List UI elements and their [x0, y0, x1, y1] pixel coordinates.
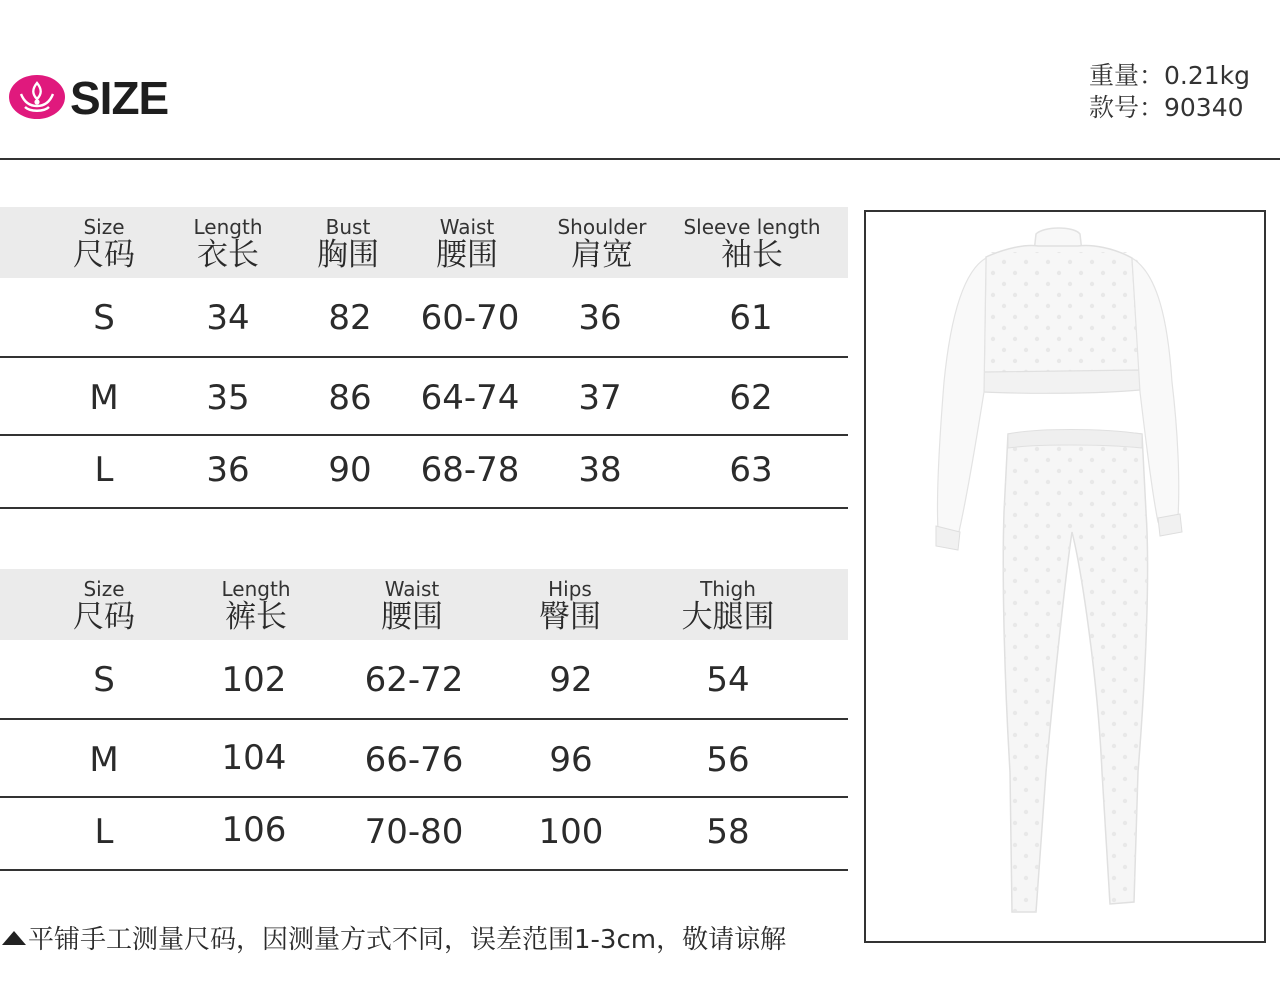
column-header-size: Size 尺码 — [73, 215, 135, 273]
top-size-table — [0, 207, 848, 509]
table-cell: 106 — [221, 810, 287, 850]
table-cell: 56 — [706, 740, 750, 780]
triangle-up-icon — [2, 931, 26, 945]
table-header — [0, 569, 848, 640]
table-cell: 35 — [206, 378, 250, 418]
column-header-hips: Hips 臀围 — [539, 577, 601, 635]
table-cell: 58 — [706, 812, 750, 852]
table-cell: S — [93, 660, 115, 700]
style-number-label: 款号：90340 — [1089, 93, 1244, 122]
table-row — [0, 278, 848, 358]
table-cell: 36 — [206, 450, 250, 490]
page-title: SIZE — [70, 72, 169, 124]
column-header-bust: Bust 胸围 — [317, 215, 379, 273]
table-cell: 68-78 — [420, 450, 520, 490]
column-header-waist: Waist 腰围 — [436, 215, 498, 273]
bottom-size-table — [0, 569, 848, 871]
table-row — [0, 640, 848, 720]
note-text: 平铺手工测量尺码，因测量方式不同，误差范围1-3cm，敬请谅解 — [28, 925, 787, 955]
table-cell: 37 — [578, 378, 622, 418]
table-cell: 100 — [538, 812, 604, 852]
table-cell: 82 — [328, 298, 372, 338]
table-cell: 90 — [328, 450, 372, 490]
weight-label: 重量：0.21kg — [1089, 61, 1251, 90]
table-cell: 62 — [729, 378, 773, 418]
column-header-size: Size 尺码 — [73, 577, 135, 635]
table-row — [0, 720, 848, 798]
column-header-length: Length 裤长 — [221, 577, 291, 635]
table-cell: L — [94, 450, 114, 490]
column-header-length: Length 衣长 — [193, 215, 263, 273]
table-cell: 60-70 — [420, 298, 520, 338]
table-cell: 104 — [221, 738, 287, 778]
table-cell: 96 — [549, 740, 593, 780]
table-cell: S — [93, 298, 115, 338]
table-cell: L — [94, 812, 114, 852]
product-meta — [1089, 60, 1250, 124]
pants-shape — [1003, 430, 1147, 913]
table-cell: 92 — [549, 660, 593, 700]
column-header-shoulder: Shoulder 肩宽 — [557, 215, 647, 273]
brand-logo-icon — [8, 74, 66, 120]
table-cell: 66-76 — [364, 740, 464, 780]
table-cell: 70-80 — [364, 812, 464, 852]
product-photo — [864, 210, 1266, 943]
table-cell: 86 — [328, 378, 372, 418]
measurement-note — [2, 922, 786, 958]
table-cell: 38 — [578, 450, 622, 490]
table-cell: M — [89, 378, 119, 418]
table-row — [0, 436, 848, 509]
header-divider — [0, 158, 1280, 160]
table-header — [0, 207, 848, 278]
table-cell: 34 — [206, 298, 250, 338]
table-row — [0, 358, 848, 436]
table-cell: M — [89, 740, 119, 780]
table-cell: 36 — [578, 298, 622, 338]
table-cell: 102 — [221, 660, 287, 700]
outfit-illustration — [866, 212, 1264, 941]
column-header-thigh: Thigh 大腿围 — [681, 577, 775, 635]
table-cell: 61 — [729, 298, 773, 338]
table-cell: 62-72 — [364, 660, 464, 700]
table-row — [0, 798, 848, 871]
table-cell: 64-74 — [420, 378, 520, 418]
table-cell: 63 — [729, 450, 773, 490]
column-header-sleeve-length: Sleeve length 袖长 — [683, 215, 821, 273]
table-cell: 54 — [706, 660, 750, 700]
column-header-waist: Waist 腰围 — [381, 577, 443, 635]
